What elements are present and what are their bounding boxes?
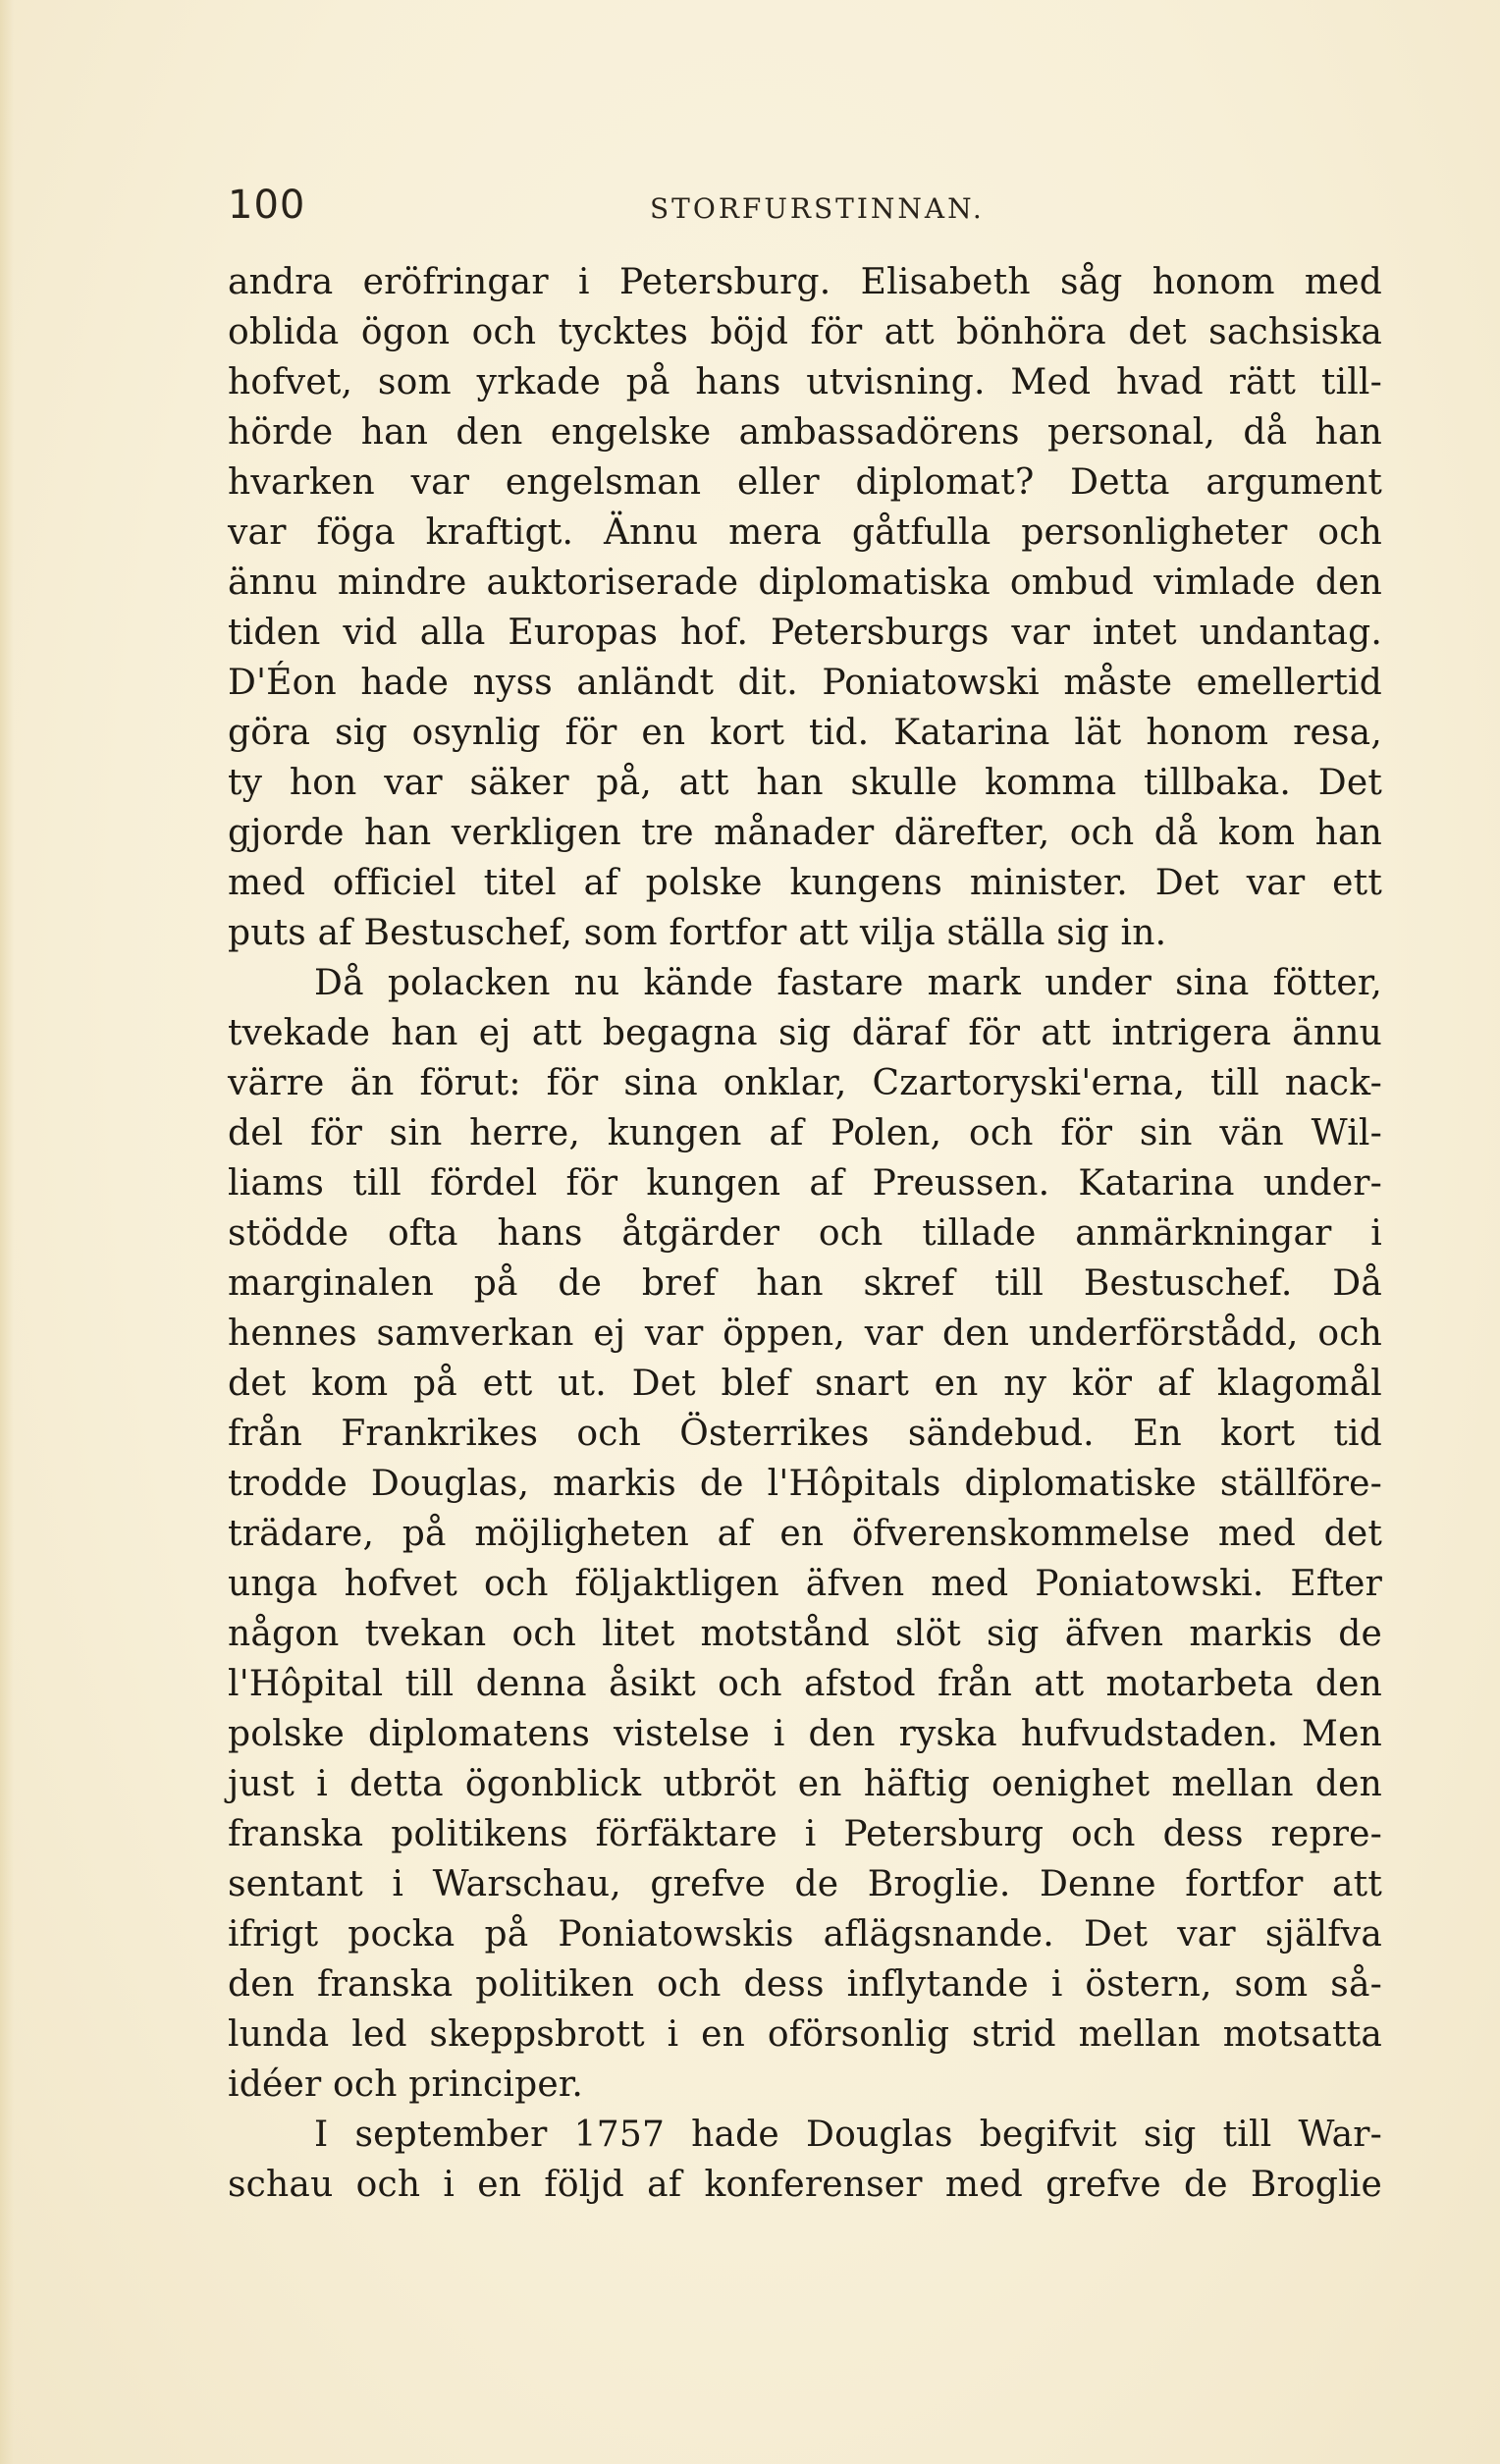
text-line: marginalen på de bref han skref till Bestuschef. Då	[228, 1263, 1382, 1304]
text-line: schau och i en följd af konferenser med grefve de Broglie	[228, 2165, 1382, 2205]
text-line: oblida ögon och tycktes böjd för att bönhöra det sachsiska	[228, 312, 1382, 352]
text-line: var föga kraftigt. Ännu mera gåtfulla personligheter och	[228, 512, 1382, 553]
page-number: 100	[228, 183, 306, 228]
text-line: lunda led skeppsbrott i en oförsonlig strid mellan motsatta	[228, 2014, 1382, 2055]
text-line: unga hofvet och följaktligen äfven med Poniatowski. Efter	[228, 1564, 1382, 1604]
text-line: ty hon var säker på, att han skulle komma tillbaka. Det	[228, 763, 1382, 803]
text-line: stödde ofta hans åtgärder och tillade anmärkningar i	[228, 1213, 1382, 1254]
page-edge-shadow	[0, 0, 14, 2464]
text-line: ifrigt pocka på Poniatowskis aflägsnande. Det var själfva	[228, 1914, 1382, 1955]
text-line: trodde Douglas, markis de l'Hôpitals diplomatiske ställföre-	[228, 1464, 1382, 1504]
text-line: just i detta ögonblick utbröt en häftig oenighet mellan den	[228, 1764, 1382, 1804]
text-line: idéer och principer.	[228, 2064, 583, 2105]
text-line: med officiel titel af polske kungens minister. Det var ett	[228, 863, 1382, 903]
text-line: gjorde han verkligen tre månader därefter, och då kom han	[228, 813, 1382, 853]
text-line: andra eröfringar i Petersburg. Elisabeth såg honom med	[228, 262, 1382, 302]
text-line: l'Hôpital till denna åsikt och afstod från att motarbeta den	[228, 1664, 1382, 1704]
paragraph-first-line: Då polacken nu kände fastare mark under sina fötter,	[314, 963, 1382, 1003]
text-line: sentant i Warschau, grefve de Broglie. Denne fortfor att	[228, 1864, 1382, 1904]
text-line: från Frankrikes och Österrikes sändebud. En kort tid	[228, 1414, 1382, 1454]
text-line: någon tvekan och litet motstånd slöt sig äfven markis de	[228, 1614, 1382, 1654]
text-line: hörde han den engelske ambassadörens personal, då han	[228, 412, 1382, 453]
page-header	[228, 183, 1382, 241]
text-line: trädare, på möjligheten af en öfverenskommelse med det	[228, 1514, 1382, 1554]
text-line: hofvet, som yrkade på hans utvisning. Med hvad rätt till-	[228, 362, 1382, 402]
text-line: den franska politiken och dess inflytande i östern, som så-	[228, 1964, 1382, 2005]
body-text	[228, 257, 1382, 2210]
text-line: hennes samverkan ej var öppen, var den underförstådd, och	[228, 1313, 1382, 1354]
text-line: tiden vid alla Europas hof. Petersburgs var intet undantag.	[228, 613, 1382, 653]
text-line: liams till fördel för kungen af Preussen. Katarina under-	[228, 1163, 1382, 1204]
text-line: franska politikens förfäktare i Petersburg och dess repre-	[228, 1814, 1382, 1854]
text-line: D'Éon hade nyss anländt dit. Poniatowski måste emellertid	[228, 663, 1382, 703]
paragraph-first-line: I september 1757 hade Douglas begifvit sig till War-	[314, 2115, 1382, 2155]
text-line: tvekade han ej att begagna sig däraf för att intrigera ännu	[228, 1013, 1382, 1053]
text-line: göra sig osynlig för en kort tid. Katarina lät honom resa,	[228, 713, 1382, 753]
text-line: hvarken var engelsman eller diplomat? Detta argument	[228, 462, 1382, 503]
text-line: puts af Bestuschef, som fortfor att vilja ställa sig in.	[228, 913, 1167, 953]
text-line: värre än förut: för sina onklar, Czartoryski'erna, till nack-	[228, 1063, 1382, 1103]
text-line: polske diplomatens vistelse i den ryska hufvudstaden. Men	[228, 1714, 1382, 1754]
text-line: det kom på ett ut. Det blef snart en ny kör af klagomål	[228, 1364, 1382, 1404]
running-head: STORFURSTINNAN.	[650, 192, 985, 225]
text-line: del för sin herre, kungen af Polen, och för sin vän Wil-	[228, 1113, 1382, 1153]
text-line: ännu mindre auktoriserade diplomatiska ombud vimlade den	[228, 562, 1382, 603]
